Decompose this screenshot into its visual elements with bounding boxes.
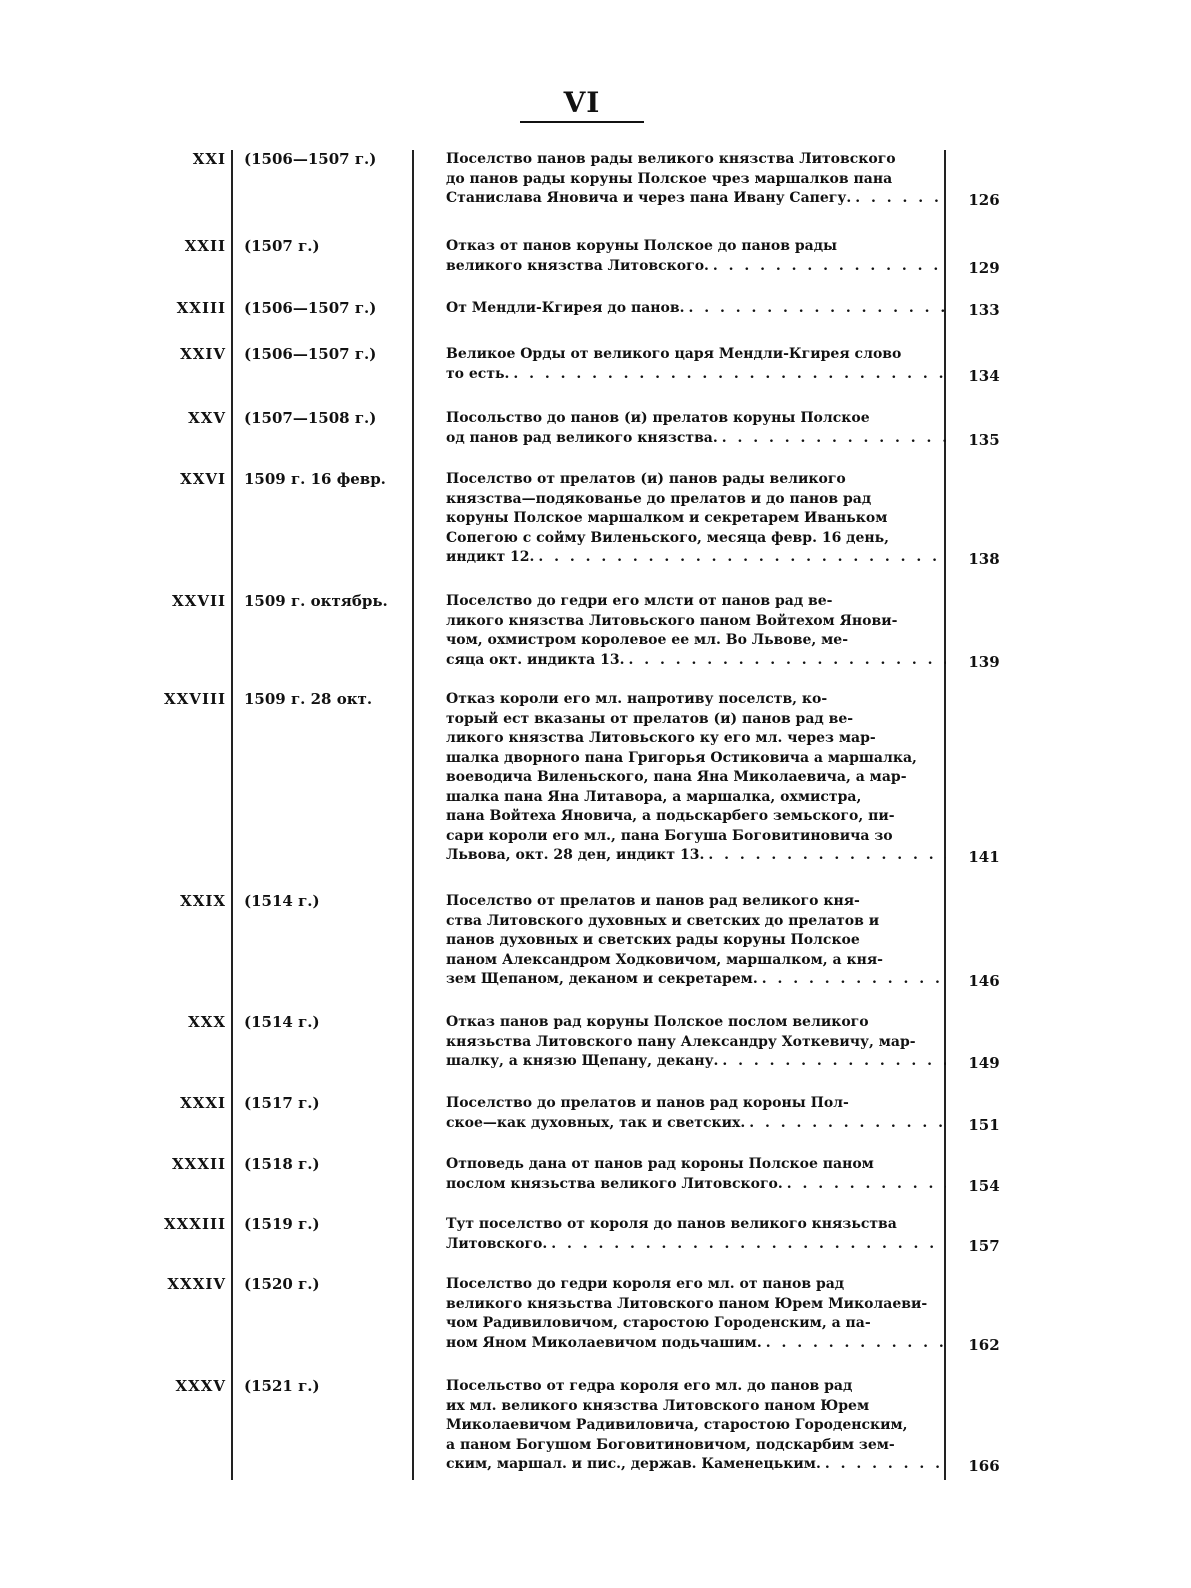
entry-description bbox=[446, 690, 946, 866]
entry-description-line bbox=[446, 1334, 946, 1354]
entry-description-text: Литовского. bbox=[446, 1235, 548, 1252]
entry-date: (1520 г.) bbox=[244, 1275, 320, 1293]
entry-description-line: Поселство до прелатов и панов рад короны Пол- bbox=[446, 1095, 849, 1111]
page-number: VI bbox=[563, 86, 601, 119]
entry-description-line: Поселство от прелатов (и) панов рады великого bbox=[446, 471, 846, 487]
dot-leader bbox=[704, 846, 946, 866]
entry-page-number: 138 bbox=[968, 550, 1000, 568]
entry-number: XXX bbox=[188, 1013, 226, 1031]
entry-page-number: 139 bbox=[968, 652, 1000, 671]
entry-description-line: ликого князства Литовьского паном Войтехом Янови- bbox=[446, 612, 898, 629]
entry-number: XXXIII bbox=[164, 1215, 226, 1233]
entry-description-line: чом, охмистром королевое ее мл. Во Львове, ме- bbox=[446, 632, 849, 648]
date-column-rule bbox=[231, 150, 233, 1480]
entry-description-line: ликого князства Литовьского ку его мл. через мар- bbox=[446, 730, 876, 746]
entry-description-line bbox=[446, 846, 946, 866]
dot-leader bbox=[745, 1114, 946, 1134]
entry-description-text: индикт 12. bbox=[446, 549, 535, 565]
entry-description-text: шалку, а князю Щепану, декану. bbox=[446, 1053, 719, 1069]
entry-page-number: 141 bbox=[968, 848, 1000, 866]
entry-description bbox=[446, 1013, 946, 1072]
entry-page-number: 133 bbox=[968, 301, 1000, 319]
dot-leader bbox=[851, 189, 946, 209]
entry-description-text: сяца окт. индикта 13. bbox=[446, 651, 625, 668]
entry-page-number: 135 bbox=[968, 430, 1000, 449]
entry-date: (1506—1507 г.) bbox=[244, 150, 377, 168]
entry-description bbox=[446, 1155, 946, 1194]
dot-leader bbox=[709, 257, 946, 277]
entry-number: XXIV bbox=[180, 345, 226, 363]
dot-leader bbox=[758, 970, 946, 990]
entry-description-text: Станислава Яновича и через пана Ивану Сапегу. bbox=[446, 190, 852, 206]
entry-description-line: пана Войтеха Яновича, а подьскарбего земьского, пи- bbox=[446, 808, 895, 824]
entry-description bbox=[446, 345, 946, 384]
entry-description-line: Сопегою с сойму Виленьского, месяца февр. 16 день, bbox=[446, 529, 890, 546]
entry-description-line: шалка дворного пана Григорья Остиковича а маршалка, bbox=[446, 749, 917, 766]
dot-leader bbox=[762, 1334, 946, 1354]
dot-leader bbox=[509, 365, 946, 385]
entry-description-text: зем Щепаном, деканом и секретарем. bbox=[446, 971, 758, 987]
description-column-rule bbox=[412, 150, 414, 1480]
entry-page-number: 146 bbox=[968, 972, 1000, 990]
entry-description-line: их мл. великого князства Литовского паном Юрем bbox=[446, 1397, 870, 1414]
entry-description-line bbox=[446, 429, 946, 449]
entry-description-line: князьства Литовского пану Александру Хоткевичу, мар- bbox=[446, 1033, 916, 1050]
entry-description-line: Отказ панов рад коруны Полское послом великого bbox=[446, 1014, 869, 1030]
entry-description-line bbox=[446, 1235, 946, 1255]
entry-page-number: 149 bbox=[968, 1054, 1000, 1072]
entry-description-line: паном Александром Ходковичом, маршалком, а кня- bbox=[446, 951, 883, 968]
entry-number: XXVIII bbox=[164, 690, 226, 708]
entry-page-number: 157 bbox=[968, 1236, 1000, 1255]
entry-description-text: ном Яном Миколаевичом подьчашим. bbox=[446, 1334, 762, 1351]
entry-date: 1509 г. октябрь. bbox=[244, 592, 388, 610]
entry-description-line bbox=[446, 1052, 946, 1072]
dot-leader bbox=[821, 1455, 946, 1475]
entry-date: (1506—1507 г.) bbox=[244, 345, 377, 363]
entry-number: XXXI bbox=[180, 1094, 226, 1112]
entry-number: XXXII bbox=[172, 1155, 226, 1173]
entry-description-line: ства Литовского духовных и светских до прелатов и bbox=[446, 912, 880, 929]
entry-number: XXI bbox=[192, 150, 226, 168]
entry-description bbox=[446, 409, 946, 448]
entry-description-line: Миколаевичом Радивиловича, старостою Городенским, bbox=[446, 1417, 908, 1433]
entry-description-line: Поселство панов рады великого князства Литовского bbox=[446, 151, 896, 167]
entry-description-line: Отказ от панов коруны Полское до панов рады bbox=[446, 238, 838, 254]
entry-description-line bbox=[446, 257, 946, 277]
entry-date: (1514 г.) bbox=[244, 1013, 320, 1031]
entry-description-line: Поселство от прелатов и панов рад великого кня- bbox=[446, 893, 860, 909]
entry-number: XXXV bbox=[175, 1377, 226, 1395]
entry-description-line: Поселство до гедри его млсти от панов рад ве- bbox=[446, 593, 833, 609]
entry-date: (1519 г.) bbox=[244, 1215, 320, 1233]
entry-date: (1506—1507 г.) bbox=[244, 299, 377, 317]
entry-description bbox=[446, 299, 946, 319]
entry-description-line bbox=[446, 548, 946, 568]
entry-page-number: 126 bbox=[968, 191, 1000, 209]
dot-leader bbox=[783, 1175, 946, 1195]
entry-page-number: 134 bbox=[968, 366, 1000, 385]
dot-leader bbox=[718, 1052, 946, 1072]
entry-description-line: а паном Богушом Боговитиновичом, подскарбим зем- bbox=[446, 1436, 895, 1453]
entry-description-line bbox=[446, 1114, 946, 1134]
entry-number: XXVII bbox=[172, 592, 226, 610]
entry-description-line bbox=[446, 365, 946, 385]
entry-description-text: великого князства Литовского. bbox=[446, 257, 709, 274]
entry-description bbox=[446, 1094, 946, 1133]
entry-description-line: до панов рады коруны Полское чрез маршалков пана bbox=[446, 170, 893, 187]
entry-description bbox=[446, 1377, 946, 1475]
page-number-underline bbox=[520, 121, 644, 123]
entry-description-line: шалка пана Яна Литавора, а маршалка, охмистра, bbox=[446, 788, 862, 805]
entry-description bbox=[446, 150, 946, 209]
entry-description-line: Отказ короли его мл. напротиву поселств, ко- bbox=[446, 691, 828, 707]
entry-date: 1509 г. 28 окт. bbox=[244, 690, 373, 708]
entry-description bbox=[446, 592, 946, 670]
entry-description-line: Поселство до гедри короля его мл. от панов рад bbox=[446, 1276, 845, 1292]
entry-number: XXIX bbox=[180, 892, 226, 910]
entry-date: 1509 г. 16 февр. bbox=[244, 470, 386, 488]
entry-description-text: то есть. bbox=[446, 365, 510, 382]
entry-description-line: чом Радивиловичом, старостою Городенским, а па- bbox=[446, 1315, 871, 1331]
entry-description bbox=[446, 470, 946, 568]
entry-description bbox=[446, 1275, 946, 1353]
entry-page-number: 166 bbox=[968, 1457, 1000, 1475]
entry-description-line: панов духовных и светских рады коруны Полское bbox=[446, 932, 860, 948]
dot-leader bbox=[718, 429, 946, 449]
entry-description-line: великого князьства Литовского паном Юрем Миколаеви- bbox=[446, 1295, 928, 1312]
dot-leader bbox=[547, 1235, 946, 1255]
entry-description-line: сари короли его мл., пана Богуша Боговитиновича зо bbox=[446, 827, 893, 844]
entry-description-text: од панов рад великого князства. bbox=[446, 429, 718, 446]
entry-description-text: послом князьства великого Литовского. bbox=[446, 1175, 783, 1192]
entry-number: XXVI bbox=[180, 470, 226, 488]
entry-description-line: воеводича Виленьского, пана Яна Миколаевича, а мар- bbox=[446, 769, 907, 785]
entry-date: (1518 г.) bbox=[244, 1155, 320, 1173]
entry-description-line bbox=[446, 1455, 946, 1475]
entry-description-text: Львова, окт. 28 ден, индикт 13. bbox=[446, 847, 705, 863]
entry-number: XXV bbox=[188, 409, 226, 427]
entry-description-line: Посольство до панов (и) прелатов коруны Полское bbox=[446, 410, 870, 426]
entry-description-text: От Мендли-Кгирея до панов. bbox=[446, 300, 685, 316]
entry-description-line: князства—подякованье до прелатов и до панов рад bbox=[446, 490, 872, 507]
entry-description-text: ским, маршал. и пис., держав. Каменецьким. bbox=[446, 1456, 821, 1472]
entry-page-number: 129 bbox=[968, 258, 1000, 277]
entry-number: XXII bbox=[184, 237, 226, 255]
entry-description-line bbox=[446, 1175, 946, 1195]
entry-date: (1517 г.) bbox=[244, 1094, 320, 1112]
entry-description-line bbox=[446, 651, 946, 671]
dot-leader bbox=[534, 548, 946, 568]
entry-description-line bbox=[446, 299, 946, 319]
entry-date: (1514 г.) bbox=[244, 892, 320, 910]
entry-number: XXIII bbox=[176, 299, 226, 317]
dot-leader bbox=[684, 299, 946, 319]
entry-description-text: ское—как духовных, так и светских. bbox=[446, 1114, 746, 1131]
entry-description-line bbox=[446, 189, 946, 209]
entry-description-line: Отповедь дана от панов рад короны Полское паном bbox=[446, 1156, 874, 1172]
entry-description bbox=[446, 892, 946, 990]
entry-page-number: 151 bbox=[968, 1115, 1000, 1134]
entry-description bbox=[446, 1215, 946, 1254]
entry-description-line: Тут поселство от короля до панов великого князьства bbox=[446, 1216, 897, 1232]
entry-page-number: 154 bbox=[968, 1176, 1000, 1195]
entry-description-line: Великое Орды от великого царя Мендли-Кгирея слово bbox=[446, 346, 902, 362]
entry-description-line bbox=[446, 970, 946, 990]
entry-description-line: Посельство от гедра короля его мл. до панов рад bbox=[446, 1378, 853, 1394]
entry-date: (1507 г.) bbox=[244, 237, 320, 255]
entry-date: (1507—1508 г.) bbox=[244, 409, 377, 427]
entry-description bbox=[446, 237, 946, 276]
entry-description-line: торый ест вказаны от прелатов (и) панов рад ве- bbox=[446, 710, 854, 727]
entry-date: (1521 г.) bbox=[244, 1377, 320, 1395]
entry-number: XXXIV bbox=[167, 1275, 226, 1293]
entry-description-line: коруны Полское маршалком и секретарем Иваньком bbox=[446, 510, 888, 526]
dot-leader bbox=[624, 651, 946, 671]
entry-page-number: 162 bbox=[968, 1335, 1000, 1354]
